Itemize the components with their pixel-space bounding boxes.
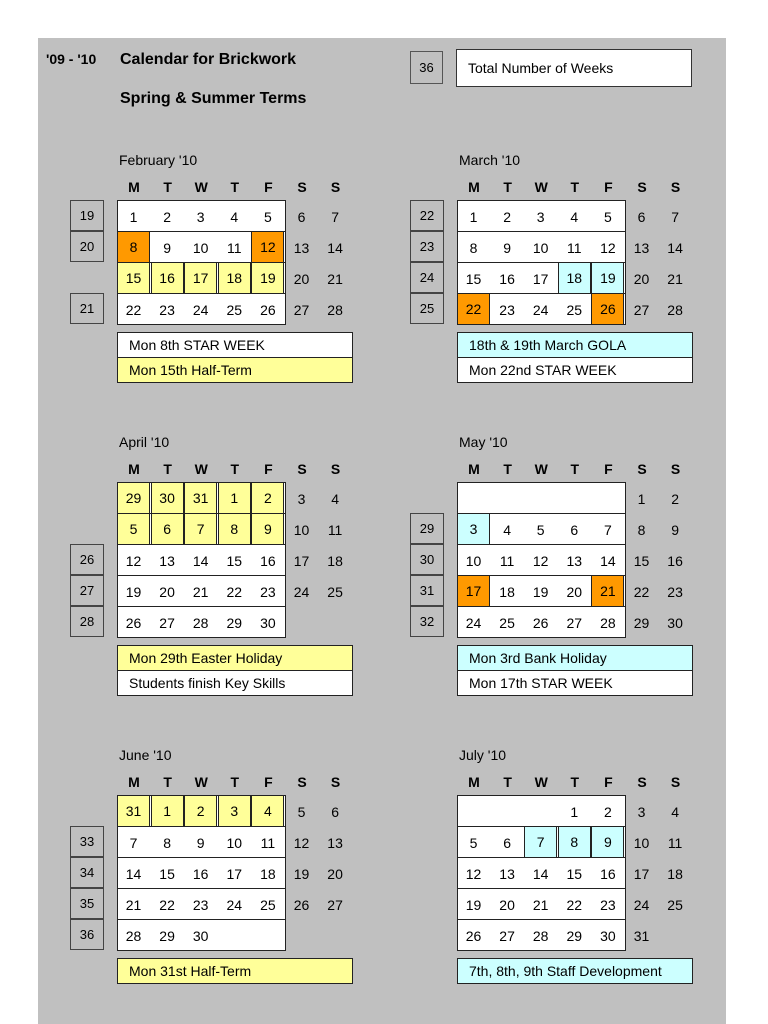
day-cell: 28 [125, 927, 142, 944]
day-cell: 10 [633, 834, 650, 851]
day-cell: 22 [226, 583, 243, 600]
day-header: F [604, 461, 613, 477]
day-cell: 11 [667, 834, 683, 851]
month-note: Mon 22nd STAR WEEK [457, 357, 693, 383]
week-number: 31 [410, 575, 444, 606]
day-cell: 15 [226, 552, 243, 569]
day-cell: 20 [499, 896, 515, 913]
day-cell: 20 [159, 583, 175, 600]
day-cell: 27 [499, 927, 515, 944]
month-note: Mon 29th Easter Holiday [117, 645, 353, 671]
day-cell: 8 [469, 239, 478, 256]
day-cell: 7 [331, 208, 339, 225]
day-cell: 3 [637, 803, 646, 820]
day-cell: 30 [151, 483, 184, 513]
day-cell: 2 [251, 483, 284, 513]
month-name: July '10 [459, 747, 507, 763]
day-cell [218, 920, 251, 951]
day-cell: 25 [260, 896, 276, 913]
day-cell: 19 [251, 263, 284, 293]
day-cell: 6 [637, 208, 646, 225]
day-header: F [264, 774, 273, 790]
day-cell [591, 483, 624, 514]
day-cell: 2 [163, 208, 171, 225]
day-cell: 23 [499, 301, 515, 318]
day-cell: 6 [151, 514, 184, 544]
day-cell: 24 [192, 301, 209, 318]
month-note: 7th, 8th, 9th Staff Development [457, 958, 693, 984]
day-cell: 5 [263, 208, 272, 225]
day-cell: 3 [218, 796, 251, 826]
day-cell: 16 [192, 865, 209, 882]
day-cell: 24 [633, 896, 650, 913]
day-header: W [534, 461, 548, 477]
week-number: 22 [410, 200, 444, 231]
day-header: T [230, 179, 240, 195]
day-cell: 13 [293, 239, 310, 256]
day-cell: 24 [226, 896, 243, 913]
day-cell: 6 [570, 521, 579, 538]
month-name: June '10 [119, 747, 172, 763]
day-cell [457, 483, 490, 514]
day-cell: 7 [603, 521, 612, 538]
day-cell: 18 [499, 583, 515, 600]
day-header: S [330, 461, 341, 477]
day-cell: 9 [251, 514, 284, 544]
day-cell: 24 [465, 614, 482, 631]
day-cell: 9 [196, 834, 205, 851]
day-header: S [330, 774, 341, 790]
day-cell: 16 [499, 270, 515, 287]
day-cell: 30 [260, 614, 276, 631]
day-cell: 22 [566, 896, 583, 913]
day-cell: 19 [532, 583, 549, 600]
day-cell: 3 [457, 514, 490, 544]
day-header: T [503, 179, 512, 195]
day-cell: 17 [184, 263, 217, 293]
day-cell [251, 920, 284, 951]
day-cell [457, 796, 490, 827]
day-cell: 28 [192, 614, 209, 631]
day-cell: 12 [251, 232, 284, 262]
day-cell: 17 [226, 865, 243, 882]
day-cell: 21 [125, 896, 142, 913]
day-cell: 31 [184, 483, 217, 513]
day-cell: 28 [327, 301, 343, 318]
day-header: W [194, 461, 208, 477]
day-cell: 26 [125, 614, 142, 631]
day-cell: 27 [566, 614, 583, 631]
day-cell: 18 [218, 263, 251, 293]
day-cell: 16 [600, 865, 616, 882]
day-cell: 1 [469, 208, 478, 225]
day-cell: 22 [159, 896, 175, 913]
day-cell: 23 [260, 583, 276, 600]
day-cell: 31 [633, 927, 650, 944]
day-cell: 15 [159, 865, 175, 882]
day-cell: 7 [671, 208, 679, 225]
day-cell: 3 [536, 208, 545, 225]
day-cell: 7 [129, 834, 138, 851]
day-cell: 19 [293, 865, 310, 882]
day-cell: 3 [196, 208, 205, 225]
day-cell: 10 [192, 239, 209, 256]
week-number: 25 [410, 293, 444, 324]
day-cell: 8 [163, 834, 171, 851]
day-cell: 23 [159, 301, 175, 318]
day-cell: 10 [226, 834, 243, 851]
day-cell: 3 [297, 490, 306, 507]
day-cell: 4 [251, 796, 284, 826]
day-cell: 30 [600, 927, 616, 944]
day-header: S [330, 179, 341, 195]
day-cell: 29 [566, 927, 583, 944]
day-cell: 21 [192, 583, 209, 600]
day-cell: 8 [558, 827, 591, 857]
day-cell: 12 [532, 552, 549, 569]
day-cell: 28 [600, 614, 616, 631]
day-cell: 26 [465, 927, 482, 944]
day-header: T [570, 774, 580, 790]
day-cell: 26 [293, 896, 310, 913]
month-note: Mon 17th STAR WEEK [457, 670, 693, 696]
week-number: 23 [410, 231, 444, 262]
day-cell: 26 [260, 301, 276, 318]
month-note: Mon 3rd Bank Holiday [457, 645, 693, 671]
day-cell: 9 [163, 239, 171, 256]
day-cell: 10 [293, 521, 310, 538]
week-number: 34 [70, 857, 104, 888]
day-cell: 6 [503, 834, 511, 851]
day-cell [659, 920, 692, 951]
day-cell: 21 [667, 270, 683, 287]
month-name: May '10 [459, 434, 508, 450]
day-cell: 27 [293, 301, 310, 318]
day-header: F [604, 179, 613, 195]
day-cell: 14 [327, 239, 343, 256]
day-cell [524, 483, 557, 514]
day-cell: 29 [633, 614, 650, 631]
day-header: M [128, 461, 140, 477]
week-number: 19 [70, 200, 104, 231]
day-cell: 10 [465, 552, 482, 569]
day-cell: 4 [671, 803, 679, 820]
day-header: S [637, 774, 647, 790]
day-cell: 21 [532, 896, 549, 913]
week-number: 30 [410, 544, 444, 575]
day-cell: 27 [633, 301, 650, 318]
day-cell: 1 [637, 490, 646, 507]
day-cell: 23 [667, 583, 683, 600]
day-cell: 16 [151, 263, 184, 293]
day-cell: 25 [566, 301, 583, 318]
day-header: S [670, 461, 681, 477]
day-cell: 29 [159, 927, 175, 944]
day-cell: 8 [218, 514, 251, 544]
day-header: M [468, 774, 480, 790]
day-cell: 4 [230, 208, 239, 225]
day-header: M [128, 179, 140, 195]
day-cell: 26 [532, 614, 549, 631]
week-number: 33 [70, 826, 104, 857]
day-cell [491, 796, 524, 827]
day-cell: 5 [297, 803, 306, 820]
week-number: 26 [70, 544, 104, 575]
day-cell: 30 [192, 927, 209, 944]
day-cell: 14 [192, 552, 209, 569]
day-cell: 2 [184, 796, 217, 826]
day-cell: 31 [117, 796, 150, 826]
day-header: S [637, 461, 647, 477]
day-cell: 14 [532, 865, 549, 882]
week-number: 36 [70, 919, 104, 950]
day-cell: 17 [633, 865, 650, 882]
day-header: S [637, 179, 647, 195]
day-cell: 12 [600, 239, 616, 256]
week-number: 20 [70, 231, 104, 262]
day-cell: 12 [293, 834, 310, 851]
day-cell: 2 [603, 803, 612, 820]
day-header: W [194, 774, 208, 790]
day-header: S [670, 179, 681, 195]
day-cell: 21 [327, 270, 343, 287]
day-cell: 11 [499, 552, 515, 569]
total-weeks-value: 36 [410, 51, 443, 84]
day-cell [319, 920, 352, 951]
day-cell: 25 [499, 614, 515, 631]
day-cell: 9 [503, 239, 511, 256]
academic-year-label: '09 - '10 [46, 51, 97, 67]
month-note: Mon 31st Half-Term [117, 958, 353, 984]
day-cell: 25 [327, 583, 343, 600]
day-cell: 11 [260, 834, 276, 851]
week-number: 32 [410, 606, 444, 637]
day-cell: 4 [331, 490, 339, 507]
week-number: 28 [70, 606, 104, 637]
day-cell: 25 [667, 896, 683, 913]
day-header: S [297, 461, 307, 477]
day-cell: 11 [327, 521, 343, 538]
day-cell: 26 [591, 294, 624, 324]
day-header: M [468, 179, 480, 195]
day-header: F [604, 774, 613, 790]
day-cell: 14 [600, 552, 616, 569]
day-header: T [570, 179, 580, 195]
day-cell: 17 [457, 576, 490, 606]
day-cell: 8 [637, 521, 646, 538]
day-header: T [503, 461, 512, 477]
day-header: S [297, 179, 307, 195]
day-cell: 20 [293, 270, 310, 287]
calendar-title: Calendar for Brickwork [120, 51, 297, 68]
day-header: M [128, 774, 140, 790]
day-cell: 13 [327, 834, 343, 851]
day-cell: 12 [465, 865, 482, 882]
day-header: T [570, 461, 580, 477]
day-cell: 5 [536, 521, 545, 538]
day-header: W [534, 774, 548, 790]
day-cell: 24 [532, 301, 549, 318]
day-cell: 18 [327, 552, 343, 569]
week-number: 21 [70, 293, 104, 324]
day-cell: 21 [591, 576, 624, 606]
day-cell: 17 [293, 552, 310, 569]
day-cell: 19 [591, 263, 624, 293]
day-cell: 13 [499, 865, 515, 882]
calendar-subtitle: Spring & Summer Terms [120, 90, 307, 107]
day-header: T [163, 774, 172, 790]
day-cell: 1 [151, 796, 184, 826]
total-weeks-label: Total Number of Weeks [456, 49, 692, 87]
day-cell: 28 [667, 301, 683, 318]
day-cell: 18 [667, 865, 683, 882]
day-header: F [264, 179, 273, 195]
day-cell [558, 483, 591, 514]
day-cell: 20 [327, 865, 343, 882]
day-cell: 4 [503, 521, 511, 538]
day-cell: 13 [566, 552, 583, 569]
day-cell: 6 [297, 208, 306, 225]
day-cell: 11 [567, 239, 582, 256]
day-cell: 23 [600, 896, 616, 913]
day-header: F [264, 461, 273, 477]
week-number: 24 [410, 262, 444, 293]
day-cell: 18 [558, 263, 591, 293]
day-header: T [503, 774, 512, 790]
day-cell: 6 [331, 803, 339, 820]
day-cell: 1 [570, 803, 579, 820]
day-header: T [230, 461, 240, 477]
day-cell: 27 [159, 614, 175, 631]
day-header: T [163, 461, 172, 477]
week-number: 35 [70, 888, 104, 919]
day-cell: 22 [125, 301, 142, 318]
day-cell: 5 [603, 208, 612, 225]
day-cell: 8 [117, 232, 150, 262]
day-header: S [670, 774, 681, 790]
day-cell [491, 483, 524, 514]
day-cell: 14 [667, 239, 683, 256]
day-cell: 19 [125, 583, 142, 600]
day-cell: 30 [667, 614, 683, 631]
day-cell: 11 [227, 239, 242, 256]
day-cell: 18 [260, 865, 276, 882]
month-note: Students finish Key Skills [117, 670, 353, 696]
day-cell: 7 [184, 514, 217, 544]
day-cell: 7 [524, 827, 557, 857]
day-cell: 25 [226, 301, 243, 318]
day-cell: 1 [129, 208, 138, 225]
day-cell: 15 [465, 270, 482, 287]
day-cell: 2 [671, 490, 679, 507]
day-header: W [194, 179, 208, 195]
day-cell: 2 [503, 208, 511, 225]
month-note: Mon 8th STAR WEEK [117, 332, 353, 358]
day-cell: 12 [125, 552, 142, 569]
day-cell: 29 [226, 614, 243, 631]
day-cell: 14 [125, 865, 142, 882]
day-cell: 24 [293, 583, 310, 600]
day-cell: 27 [327, 896, 343, 913]
day-cell: 9 [591, 827, 624, 857]
day-cell [285, 920, 318, 951]
day-cell: 22 [457, 294, 490, 324]
day-cell: 5 [469, 834, 478, 851]
month-note: Mon 15th Half-Term [117, 357, 353, 383]
day-cell [285, 607, 318, 638]
day-cell: 10 [532, 239, 549, 256]
day-cell [524, 796, 557, 827]
day-cell: 9 [671, 521, 679, 538]
day-cell: 16 [260, 552, 276, 569]
day-header: M [468, 461, 480, 477]
month-name: March '10 [459, 152, 521, 168]
day-cell: 28 [532, 927, 549, 944]
day-cell: 1 [218, 483, 251, 513]
day-cell: 15 [633, 552, 650, 569]
day-header: S [297, 774, 307, 790]
day-cell: 4 [570, 208, 579, 225]
day-cell: 23 [192, 896, 209, 913]
week-number: 27 [70, 575, 104, 606]
day-cell: 13 [159, 552, 175, 569]
week-number: 29 [410, 513, 444, 544]
day-header: W [534, 179, 548, 195]
day-cell: 15 [566, 865, 583, 882]
month-name: April '10 [119, 434, 170, 450]
day-cell: 17 [532, 270, 549, 287]
day-cell [319, 607, 352, 638]
day-header: T [230, 774, 240, 790]
day-cell: 13 [633, 239, 650, 256]
month-note: 18th & 19th March GOLA [457, 332, 693, 358]
day-cell: 19 [465, 896, 482, 913]
day-cell: 29 [117, 483, 150, 513]
day-cell: 16 [667, 552, 683, 569]
day-header: T [163, 179, 172, 195]
month-name: February '10 [119, 152, 198, 168]
day-cell: 22 [633, 583, 650, 600]
day-cell: 20 [633, 270, 650, 287]
day-cell: 20 [566, 583, 583, 600]
day-cell: 5 [117, 514, 150, 544]
day-cell: 15 [117, 263, 150, 293]
